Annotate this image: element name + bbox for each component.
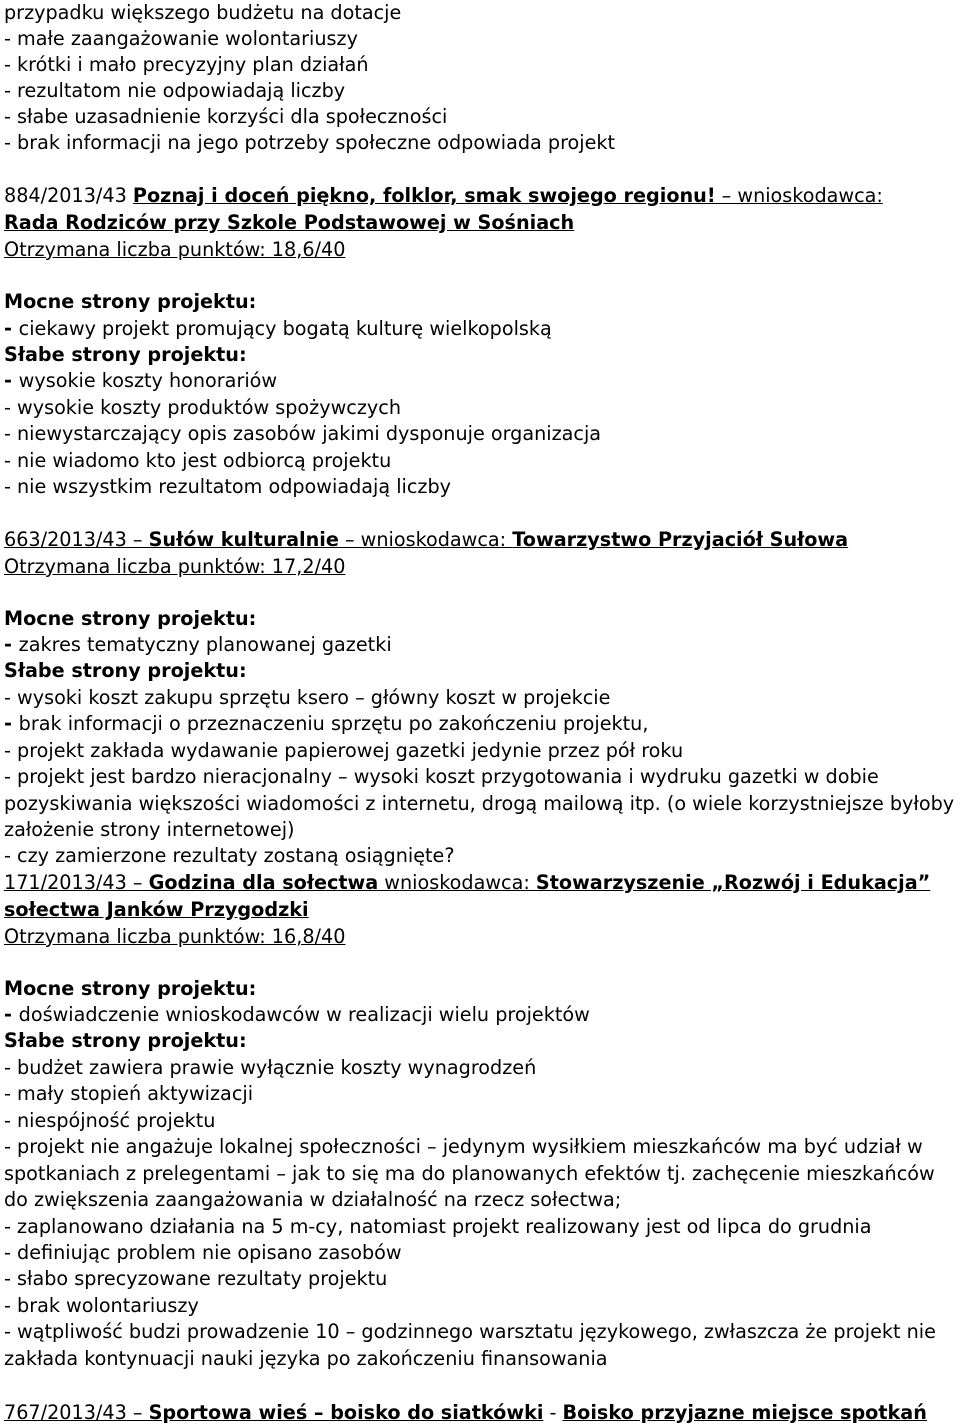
applicant-name: Rada Rodziców przy Szkole Podstawowej w Sośniach [4,211,575,234]
strength-item: - doświadczenie wnioskodawców w realizacji wielu projektów [4,1003,590,1026]
score-line: Otrzymana liczba punktów: 17,2/40 [4,555,346,578]
weakness-item: zakłada kontynuacji nauki języka po zakończeniu finansowania [4,1347,608,1370]
project-884-heading [4,183,883,209]
applicant-label: – wnioskodawca: [338,528,513,551]
strengths-header: Mocne strony projektu: [4,977,257,1000]
strengths-header: Mocne strony projektu: [4,290,257,313]
weakness-item: - projekt jest bardzo nieracjonalny – wysoki koszt przygotowania i wydruku gazetki w dobie [4,765,879,788]
weakness-item: - niewystarczający opis zasobów jakimi dysponuje organizacja [4,422,602,445]
weaknesses-header: Słabe strony projektu: [4,1029,247,1052]
separator: - [543,1401,563,1424]
score-line: Otrzymana liczba punktów: 18,6/40 [4,238,346,261]
project-171-heading [4,870,930,896]
weakness-item: spotkaniach z prelegentami – jak to się ma do planowanych efektów tj. zachęcenie mieszkańców [4,1162,935,1185]
project-title: Godzina dla sołectwa [148,871,379,894]
weakness-item: - wysoki koszt zakupu sprzętu ksero – główny koszt w projekcie [4,686,611,709]
weakness-item: - czy zamierzone rezultaty zostaną osiągnięte? [4,844,455,867]
weakness-item: - nie wiadomo kto jest odbiorcą projektu [4,449,392,472]
applicant-name-cont: sołectwa Janków Przygodzki [4,898,309,921]
weakness-item: - wysokie koszty produktów spożywczych [4,396,401,419]
score-line: Otrzymana liczba punktów: 16,8/40 [4,925,346,948]
intro-line: - małe zaangażowanie wolontariuszy [4,27,358,50]
weakness-item: - projekt nie angażuje lokalnej społeczności – jedynym wysiłkiem mieszkańców ma być udział w [4,1135,923,1158]
weakness-item: - wątpliwość budzi prowadzenie 10 – godzinnego warsztatu językowego, zwłaszcza że projekt nie [4,1320,936,1343]
weaknesses-header: Słabe strony projektu: [4,659,247,682]
weakness-item: - wysokie koszty honorariów [4,369,278,392]
weakness-item: - budżet zawiera prawie wyłącznie koszty wynagrodzeń [4,1056,537,1079]
strength-item: - zakres tematyczny planowanej gazetki [4,633,392,656]
weakness-item: - niespójność projektu [4,1109,216,1132]
applicant-name: Stowarzyszenie „Rozwój i Edukacja” [535,871,931,894]
weakness-item: - słabo sprecyzowane rezultaty projektu [4,1267,388,1290]
intro-line: - rezultatom nie odpowiadają liczby [4,79,346,102]
project-subtitle: Boisko przyjazne miejsce spotkań [562,1401,927,1424]
weakness-item: do zwiększenia zaangażowania w działalność na rzecz sołectwa; [4,1188,622,1211]
weakness-item: - brak informacji o przeznaczeniu sprzętu po zakończeniu projektu, [4,712,649,735]
intro-line: - krótki i mało precyzyjny plan działań [4,53,369,76]
project-title: Sportowa wieś – boisko do siatkówki [148,1401,544,1424]
project-title: Poznaj i doceń piękno, folklor, smak swojego regionu! [132,184,716,207]
strengths-header: Mocne strony projektu: [4,607,257,630]
project-number: 171/2013/43 – [4,871,149,894]
applicant-name: Towarzystwo Przyjaciół Sułowa [512,528,849,551]
applicant-label: wnioskodawca: [378,871,536,894]
intro-line: przypadku większego budżetu na dotacje [4,1,402,24]
project-number: 767/2013/43 – [4,1401,149,1424]
weakness-item: - zaplanowano działania na 5 m-cy, natomiast projekt realizowany jest od lipca do grudnia [4,1215,872,1238]
weakness-item: założenie strony internetowej) [4,818,295,841]
weakness-item: - definiując problem nie opisano zasobów [4,1241,402,1264]
project-number: 884/2013/43 [4,184,133,207]
strength-item: - ciekawy projekt promujący bogatą kulturę wielkopolską [4,317,552,340]
project-767-heading [4,1400,927,1426]
weaknesses-header: Słabe strony projektu: [4,343,247,366]
project-title: Sułów kulturalnie [148,528,339,551]
applicant-label: – wnioskodawca: [715,184,883,207]
weakness-item: - projekt zakłada wydawanie papierowej gazetki jedynie przez pół roku [4,739,684,762]
intro-line: - słabe uzasadnienie korzyści dla społeczności [4,105,448,128]
weakness-item: - mały stopień aktywizacji [4,1082,254,1105]
weakness-item: pozyskiwania większości wiadomości z internetu, drogą mailową itp. (o wiele korzystniejsze byłoby [4,792,955,815]
project-number: 663/2013/43 – [4,528,149,551]
weakness-item: - nie wszystkim rezultatom odpowiadają liczby [4,475,452,498]
intro-line: - brak informacji na jego potrzeby społeczne odpowiada projekt [4,131,616,154]
weakness-item: - brak wolontariuszy [4,1294,199,1317]
project-663-heading [4,527,848,553]
